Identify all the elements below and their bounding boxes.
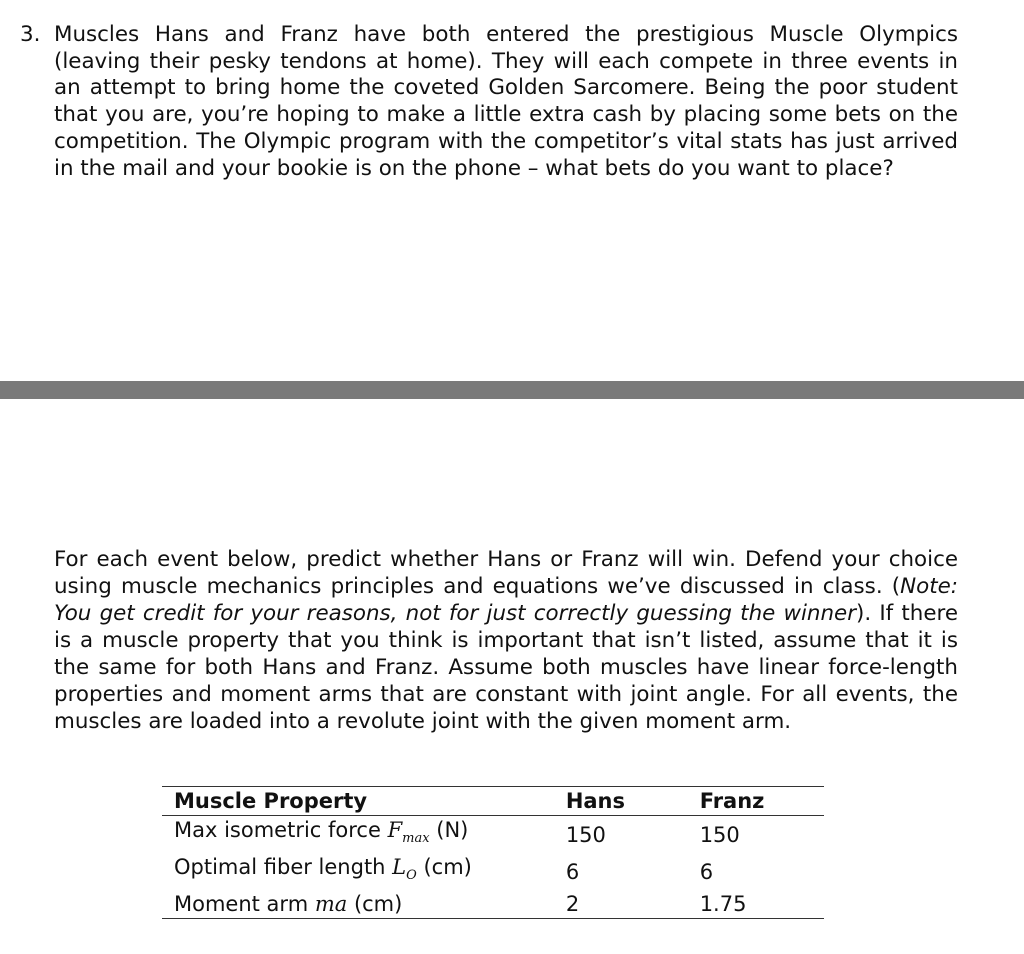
section-divider xyxy=(0,381,1024,399)
row-property-moment-arm xyxy=(162,890,566,919)
header-muscle-property: Muscle Property xyxy=(174,789,368,813)
hans-value: 2 xyxy=(565,892,580,917)
property-unit: (cm) xyxy=(416,855,472,880)
event-instructions xyxy=(54,546,958,735)
table-row xyxy=(162,853,824,890)
property-symbol: $F_{max}$ xyxy=(387,818,430,847)
property-label: Moment arm xyxy=(174,892,315,917)
instructions-part2: ). If there is a muscle property that you think is important that isn’t listed, assume that it is the same for both Hans and Franz. Assume both muscles have linear force-length properties and moment arms that are constant with joint angle. For all events, the muscles are loaded into a revolute joint with the given moment arm. xyxy=(54,601,959,734)
table-row xyxy=(162,890,824,919)
header-hans: Hans xyxy=(565,789,626,813)
header-franz: Franz xyxy=(699,789,765,813)
question-number: 3. xyxy=(20,22,41,47)
row-property-fiber-length xyxy=(162,853,566,890)
property-label: Optimal fiber length xyxy=(174,855,393,880)
question-text: Muscles Hans and Franz have both entered the prestigious Muscle Olympics (leaving their pesky tendons at home). They will each compete in three events in an attempt to bring home the coveted Golden Sarcomere. Being the poor student that you are, you’re hoping to make a little extra cash by placing some bets on the competition. The Olympic program with the competitor’s vital stats has just arrived in the mail and your bookie is on the phone – what bets do you want to place? xyxy=(54,22,958,181)
property-symbol: ma xyxy=(314,892,348,917)
property-label: Max isometric force xyxy=(174,818,388,842)
franz-value: 150 xyxy=(699,822,740,847)
franz-value: 1.75 xyxy=(699,892,747,917)
table-header-row xyxy=(162,787,824,816)
table-row xyxy=(162,816,824,854)
hans-value: 150 xyxy=(565,822,606,847)
property-unit: (cm) xyxy=(347,892,403,917)
property-unit: (N) xyxy=(429,818,469,842)
row-property-max-force xyxy=(162,816,566,854)
note-text: You get credit for your reasons, not for just correctly guessing the winner xyxy=(54,601,857,626)
muscle-property-table xyxy=(162,786,824,919)
note-label: Note: xyxy=(900,574,958,599)
franz-value: 6 xyxy=(699,859,714,884)
instructions-part1: For each event below, predict whether Hans or Franz will win. Defend your choice using muscle mechanics principles and equations we’ve discussed in class. ( xyxy=(54,547,958,599)
property-symbol: $L_O$ xyxy=(392,855,417,884)
hans-value: 6 xyxy=(565,859,580,884)
